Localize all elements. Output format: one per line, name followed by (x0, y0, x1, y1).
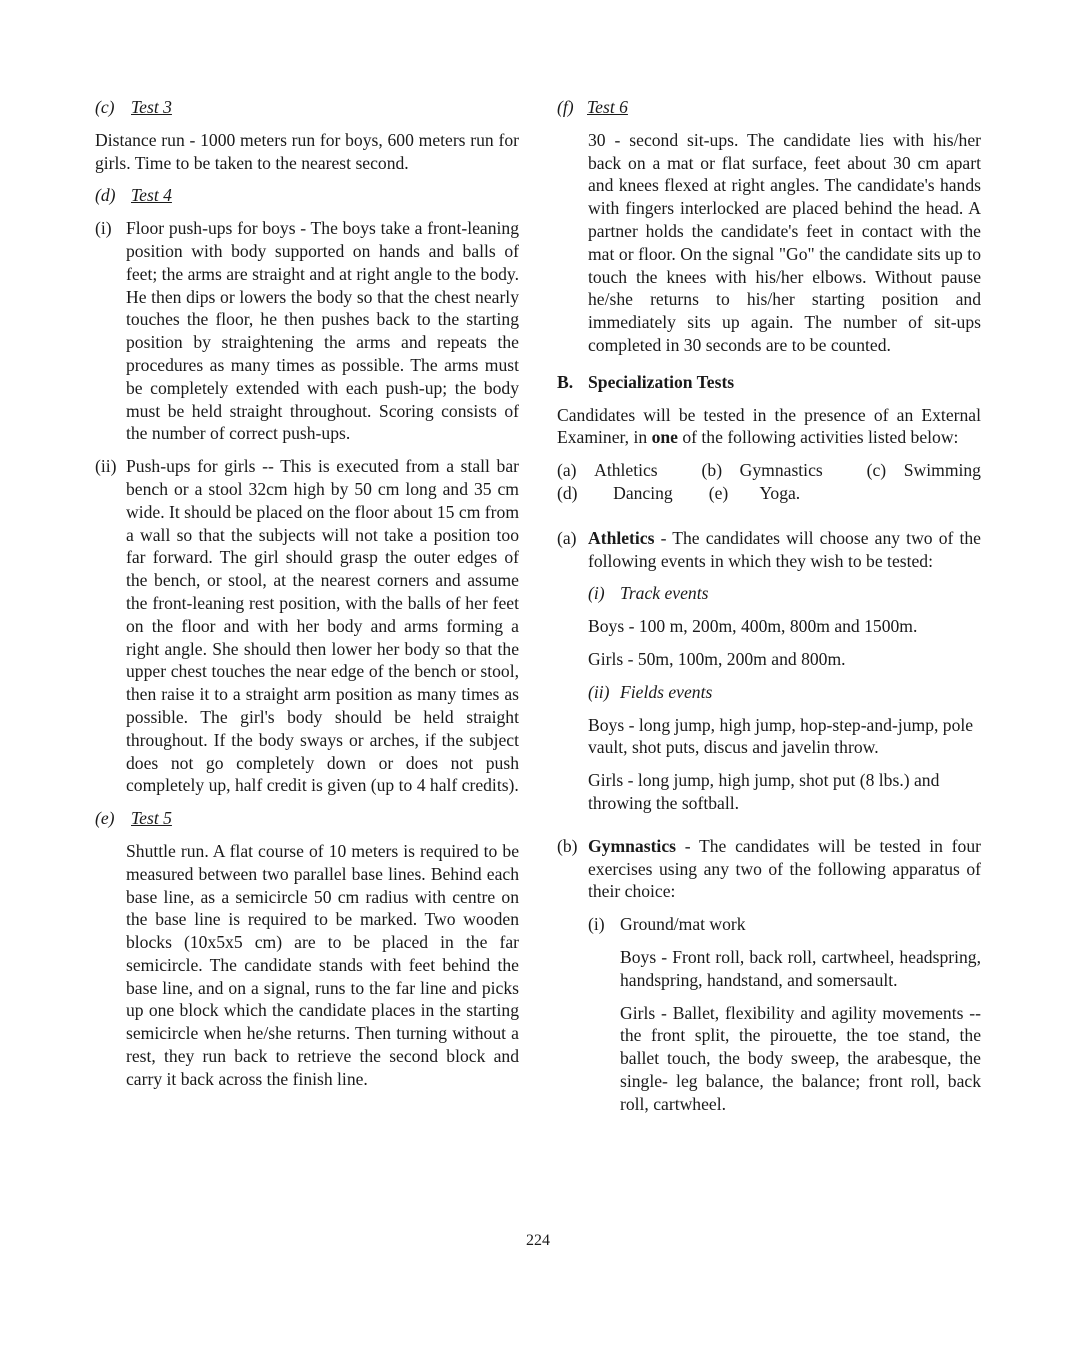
ground-girls: Girls - Ballet, flexibility and agility movements -- the front split, the pirouette, the toe stand, the ballet touch, the body sweep, the arabesque, the single- leg balance, the balance; front roll, back roll, cartwheel. (620, 1002, 981, 1114)
field-title: Fields events (620, 681, 713, 702)
item-number: (i) (95, 218, 112, 239)
gymnastics-title: Gymnastics (588, 835, 676, 856)
activity-name: Athletics (594, 460, 658, 481)
field-boys: Boys - long jump, high jump, hop-step-and-jump, pole vault, shot puts, discus and javelin throw. (588, 714, 974, 758)
activity-item (702, 459, 823, 482)
section-b-intro (557, 404, 981, 450)
intro-text: Candidates will be tested in the presence of an External Examiner, in (557, 404, 981, 448)
section-b-title: Specialization Tests (588, 371, 735, 392)
test4-label: (d) (95, 185, 116, 206)
page-number: 224 (526, 1232, 550, 1249)
test4-item-boys (95, 217, 519, 445)
test6-heading (557, 96, 981, 119)
activity-name: Dancing (613, 482, 673, 503)
activity-list (557, 459, 981, 505)
activity-label: (c) (866, 460, 887, 481)
ground-work-heading (588, 913, 981, 936)
item-text (588, 527, 981, 573)
left-column (95, 96, 519, 1101)
activity-label: (e) (708, 482, 729, 503)
test3-text: Distance run - 1000 meters run for boys, 600 meters run for girls. Time to be taken to the nearest second. (95, 129, 519, 173)
test6-title: Test 6 (587, 97, 628, 117)
field-label: (ii) (588, 681, 610, 702)
track-events-heading (588, 582, 981, 605)
athletics-details (557, 582, 981, 814)
test4-title: Test 4 (131, 185, 172, 206)
section-b-label: B. (557, 371, 574, 392)
test5-label: (e) (95, 808, 115, 829)
item-number: (a) (557, 527, 577, 548)
gymnastics-details (557, 913, 981, 1115)
activity-label: (b) (701, 460, 723, 481)
item-number: (ii) (95, 456, 117, 477)
test5-text: Shuttle run. A flat course of 10 meters is required to be measured between two parallel base lines. Behind each base line, as a semicircle 50 cm radius with centre on the base line is required to be marked. Two wooden blocks (10x5x5 cm) are to be placed in the far semicircle. The candidate stands with feet behind the base line, and on a signal, runs to the far line and picks up one block which the candidate places in the starting semicircle when he/she returns. Then turning without a rest, they run back to retrieve the second block and carry it back across the finish line. (126, 840, 519, 1089)
test4-heading (95, 184, 519, 207)
track-label: (i) (588, 583, 605, 604)
athletics-item (557, 527, 981, 573)
ground-label: (i) (588, 914, 605, 935)
test3-title: Test 3 (131, 97, 172, 117)
test3-label: (c) (95, 97, 115, 117)
athletics-desc: - The candidates will choose any two of the following events in which they wish to be tested: (588, 527, 981, 571)
test6-text: 30 - second sit-ups. The candidate lies with his/her back on a mat or flat surface, feet about 30 cm apart and knees flexed at right angles. The candidate's hands with fingers interlocked are placed behind the head. A partner holds the candidate's feet in contact with the mat or floor. On the signal "Go" the candidate sits up to touch the knees with his/her elbows. Without pause he/she returns to his/her starting position and immediately sits up again. The number of sit-ups completed in 30 seconds are to be counted. (588, 129, 981, 355)
activity-row-1 (557, 459, 981, 482)
track-title: Track events (620, 583, 709, 604)
test3-heading (95, 96, 519, 119)
intro-text: of the following activities listed below: (677, 427, 959, 448)
field-girls: Girls - long jump, high jump, shot put (8 lbs.) and throwing the softball. (588, 770, 940, 813)
activity-item (557, 459, 658, 482)
test5-title: Test 5 (131, 808, 172, 829)
activity-name: Gymnastics (739, 460, 823, 481)
activity-row-2 (557, 482, 981, 505)
ground-title: Ground/mat work (620, 914, 746, 935)
item-number: (b) (557, 835, 578, 856)
intro-emphasis: one (651, 427, 678, 448)
ground-boys: Boys - Front roll, back roll, cartwheel, headspring, handspring, handstand, and somersault. (620, 946, 981, 990)
track-boys: Boys - 100 m, 200m, 400m, 800m and 1500m. (588, 616, 918, 637)
test4-item-girls (95, 455, 519, 797)
test5-heading (95, 807, 519, 830)
section-b-heading (557, 371, 981, 394)
item-text: Floor push-ups for boys - The boys take a front-leaning position with body supported on hands and balls of feet; the arms are straight and at right angle to the body. He then dips or lowers the body so that the chest nearly touches the floor, he then pushes back to the starting position by straightening the arms and repeats the procedures as many times as possible. The arms must be completely extended with each push-up; the body must be held straight throughout. Scoring consists of the number of correct push-ups. (126, 218, 519, 444)
gymnastics-desc: - The candidates will be tested in four exercises using any two of the following apparatus of their choice: (588, 835, 981, 902)
activity-item (709, 482, 818, 505)
track-girls: Girls - 50m, 100m, 200m and 800m. (588, 648, 846, 669)
right-column (557, 96, 981, 1125)
activity-label: (a) (557, 460, 577, 481)
item-text: Push-ups for girls -- This is executed from a stall bar bench or a stool 32cm high by 50 cm long and 35 cm wide. It should be placed on the floor about 15 cm from a wall so that the subjects will not take a position too far forward. The girl should grasp the outer edges of the bench, or stool, at the nearest corners and assume the front-leaning rest position, with the balls of her feet on the floor and with her body and arms forming a right angle. She should then lower her body so that the upper chest touches the near edge of the bench or stool, then raise it to a straight arm position as many times as possible. The girl's body should be held straight throughout. If the body sways or arches, if the subject does not go completely down or does not push completely up, half credit is given (up to 4 half credits). (126, 456, 519, 796)
test6-label: (f) (557, 97, 574, 117)
gymnastics-item (557, 835, 981, 903)
activity-item (867, 459, 981, 482)
field-events-heading (588, 681, 981, 704)
item-text (588, 835, 981, 903)
activity-name: Swimming (903, 460, 981, 481)
activity-name: Yoga. (759, 482, 801, 503)
athletics-title: Athletics (588, 527, 655, 548)
activity-label: (d) (557, 482, 578, 503)
activity-item (557, 482, 691, 505)
